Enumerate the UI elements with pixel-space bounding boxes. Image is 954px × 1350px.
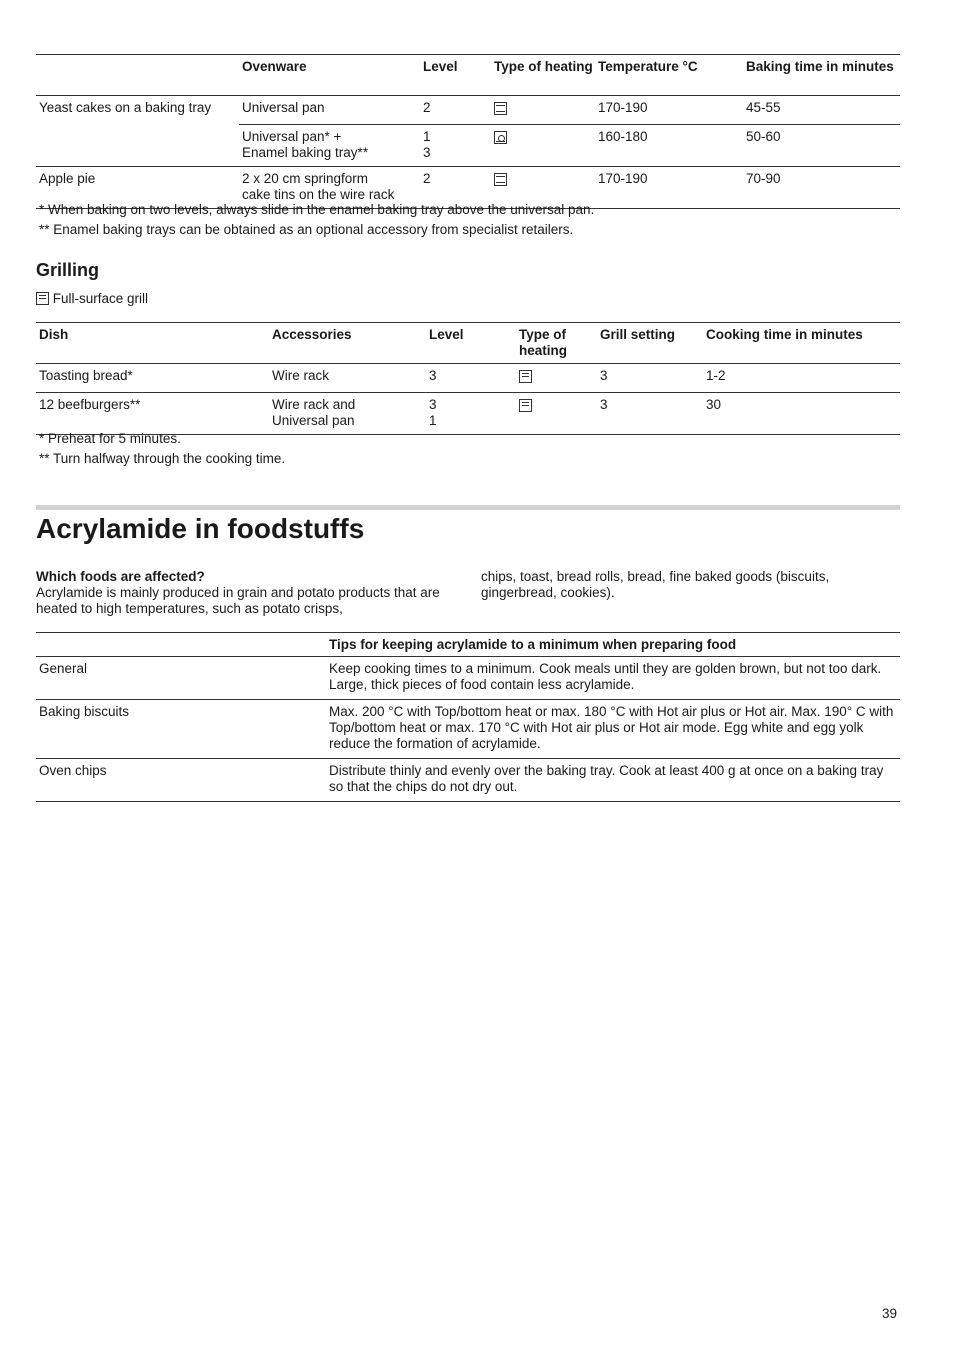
section-title: Grilling [36, 260, 99, 280]
footnote: ** Turn halfway through the cooking time. [39, 451, 286, 466]
heating-cell [516, 364, 597, 393]
header-cell: Baking time in minutes [746, 59, 894, 74]
top-bottom-heat-icon [494, 102, 507, 115]
heating-cell [516, 393, 597, 435]
table-row [36, 96, 900, 125]
ovenware-line: Universal pan* + [242, 129, 342, 144]
footnote: * Preheat for 5 minutes. [39, 431, 181, 446]
baking-table [36, 54, 900, 209]
level-cell: 3 [429, 368, 437, 383]
intro-text: Acrylamide is mainly produced in grain and potato products that are heated to high temperatures, such as potato crisps, [36, 585, 440, 616]
grill-setting-cell: 3 [600, 368, 608, 383]
header-cell: Grill setting [600, 327, 676, 342]
full-surface-grill-icon [519, 370, 532, 383]
header-cell: Ovenware [242, 59, 307, 74]
level-line: 3 [429, 397, 437, 412]
heating-cell [491, 96, 595, 125]
header-cell: Type of heating [519, 327, 568, 358]
header-cell [36, 55, 239, 96]
level-cell [420, 125, 491, 167]
topic-cell: Oven chips [39, 763, 107, 778]
header-cell: Type of heating [494, 59, 593, 74]
tip-cell: Max. 200 °C with Top/bottom heat or max. 180 °C with Hot air plus or Hot air. Max. 190° C with Top/bottom heat or max. 170 °C with Hot air plus or Hot air mode. Egg white and egg yolk reduce the formation of acrylamide. [329, 704, 894, 751]
time-cell: 30 [706, 397, 722, 412]
footnote: ** Enamel baking trays can be obtained as an optional accessory from specialist retailers. [39, 222, 574, 237]
level-line: 3 [423, 145, 431, 160]
topic-cell: Baking biscuits [39, 704, 130, 719]
dish-cell: Toasting bread* [39, 368, 133, 383]
topic-cell: General [39, 661, 88, 676]
header-cell: Tips for keeping acrylamide to a minimum when preparing food [329, 637, 737, 652]
time-cell: 1-2 [706, 368, 726, 383]
accessories-cell: Wire rack [272, 368, 329, 383]
dish-cell: Apple pie [39, 171, 96, 186]
footnote: * When baking on two levels, always slide in the enamel baking tray above the universal pan. [39, 202, 595, 217]
ovenware-cell: Universal pan [242, 100, 325, 115]
header-cell [36, 633, 326, 657]
hot-air-icon [494, 131, 507, 144]
level-cell: 2 [423, 171, 431, 186]
ovenware-line: 2 x 20 cm springform [242, 171, 369, 186]
table-row [36, 700, 900, 759]
header-cell: Level [423, 59, 458, 74]
table-header-row [36, 633, 900, 657]
grilling-table [36, 322, 900, 435]
accessories-line: Universal pan [272, 413, 355, 428]
header-cell: Accessories [272, 327, 352, 342]
table-row [36, 393, 900, 435]
heating-cell [491, 125, 595, 167]
time-cell: 50-60 [746, 129, 781, 144]
header-cell: Dish [39, 327, 69, 342]
temperature-cell: 170-190 [598, 171, 648, 186]
temperature-cell: 160-180 [598, 129, 648, 144]
table-row [36, 759, 900, 802]
grill-mode-label [36, 290, 148, 307]
chapter-title: Acrylamide in foodstuffs [36, 513, 365, 544]
top-bottom-heat-icon [494, 173, 507, 186]
grill-mode-text: Full-surface grill [52, 291, 149, 306]
subhead: Which foods are affected? [36, 569, 205, 584]
page-number: 39 [882, 1306, 898, 1321]
ovenware-line: cake tins on the wire rack [242, 187, 395, 202]
accessories-cell [269, 393, 426, 435]
time-cell: 45-55 [746, 100, 781, 115]
ovenware-line: Enamel baking tray** [242, 145, 369, 160]
header-cell: Temperature °C [598, 59, 698, 74]
tip-cell: Distribute thinly and evenly over the baking tray. Cook at least 400 g at once on a baking tray so that the chips do not dry out. [329, 763, 884, 794]
ovenware-cell [239, 125, 420, 167]
level-line: 1 [423, 129, 431, 144]
full-surface-grill-icon [519, 399, 532, 412]
full-surface-grill-icon [36, 292, 49, 305]
table-row [36, 125, 900, 167]
time-cell: 70-90 [746, 171, 781, 186]
table-header-row [36, 323, 900, 364]
intro-column-left [36, 569, 441, 617]
temperature-cell: 170-190 [598, 100, 648, 115]
level-cell: 2 [423, 100, 431, 115]
table-header-row [36, 55, 900, 96]
header-cell: Cooking time in minutes [706, 327, 863, 342]
table-row [36, 657, 900, 700]
tip-cell: Keep cooking times to a minimum. Cook meals until they are golden brown, but not too dark. Large, thick pieces of food contain less acrylamide. [329, 661, 882, 692]
header-cell: Level [429, 327, 464, 342]
grill-setting-cell: 3 [600, 397, 608, 412]
accessories-line: Wire rack and [272, 397, 356, 412]
intro-column-right: chips, toast, bread rolls, bread, fine baked goods (biscuits, gingerbread, cookies). [481, 569, 830, 600]
dish-cell [36, 125, 239, 167]
level-line: 1 [429, 413, 437, 428]
table-row [36, 364, 900, 393]
section-divider [36, 505, 900, 510]
dish-cell: 12 beefburgers** [39, 397, 141, 412]
level-cell [426, 393, 516, 435]
dish-cell: Yeast cakes on a baking tray [39, 100, 212, 115]
tips-table [36, 632, 900, 802]
